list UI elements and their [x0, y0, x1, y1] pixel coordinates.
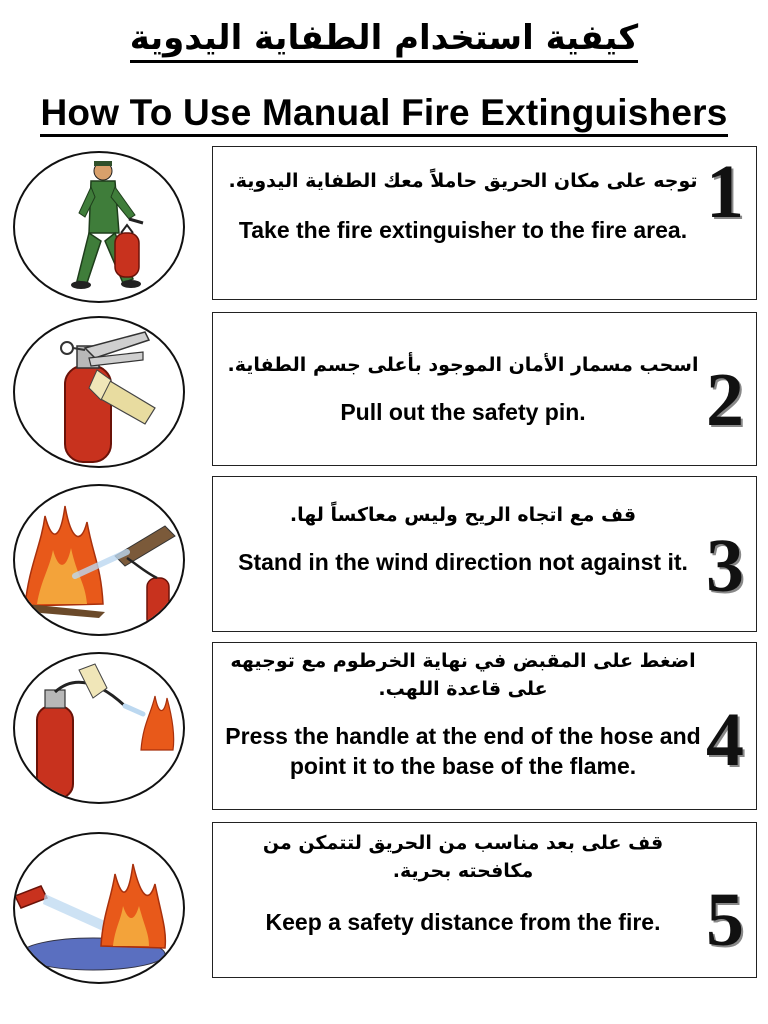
step-4-box [212, 642, 757, 810]
press-handle-hose-icon [13, 652, 185, 804]
safe-distance-fire-icon [13, 832, 185, 984]
step-5-arabic: قف على بعد مناسب من الحريق لتتمكن من مكافحته بحرية. [262, 832, 664, 882]
step-4 [0, 642, 768, 814]
step-2-english: Pull out the safety pin. [340, 399, 586, 425]
step-3-english: Stand in the wind direction not against it. [238, 549, 688, 575]
step-2-box [212, 312, 757, 466]
step-3-number: 3 [706, 524, 744, 608]
step-1-box [212, 146, 757, 300]
step-3 [0, 476, 768, 636]
step-1 [0, 146, 768, 304]
english-title [0, 92, 768, 134]
step-1-number: 1 [706, 150, 744, 234]
step-2-arabic: اسحب مسمار الأمان الموجود بأعلى جسم الطفاية. [227, 354, 699, 376]
arabic-title [0, 18, 768, 58]
spray-fire-wind-icon [13, 484, 185, 636]
english-title-text: How To Use Manual Fire Extinguishers [40, 92, 727, 137]
step-4-arabic: اضغط على المقبض في نهاية الخرطوم مع توجيهه على قاعدة اللهب. [230, 650, 696, 700]
step-3-box [212, 476, 757, 632]
pull-safety-pin-icon [13, 316, 185, 468]
step-3-arabic: قف مع اتجاه الريح وليس معاكساً لها. [289, 504, 637, 526]
step-5-box [212, 822, 757, 978]
step-5 [0, 822, 768, 982]
step-4-number: 4 [706, 698, 744, 782]
step-1-english: Take the fire extinguisher to the fire area. [238, 217, 688, 243]
man-carrying-extinguisher-icon [13, 151, 185, 303]
step-1-arabic: توجه على مكان الحريق حاملاً معك الطفاية اليدوية. [228, 170, 698, 192]
step-5-number: 5 [706, 878, 744, 962]
step-2-number: 2 [706, 358, 744, 442]
step-5-english: Keep a safety distance from the fire. [265, 909, 661, 935]
step-2 [0, 312, 768, 470]
step-4-english: Press the handle at the end of the hose and point it to the base of the flame. [225, 723, 701, 779]
arabic-title-text: كيفية استخدام الطفاية اليدوية [130, 18, 638, 63]
